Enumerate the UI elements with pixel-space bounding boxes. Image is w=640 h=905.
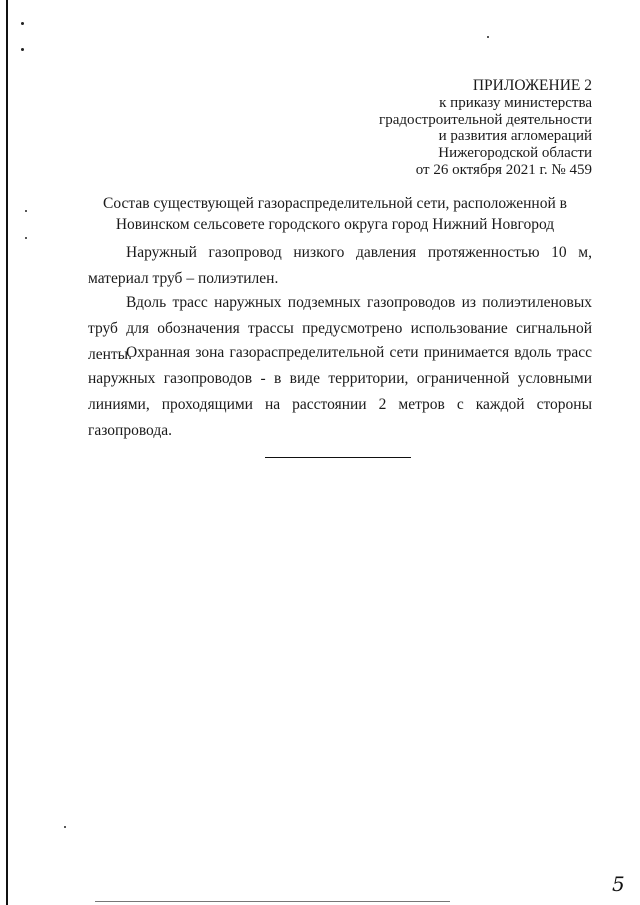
- scan-bottom-edge: [95, 901, 450, 902]
- scan-speck: [21, 48, 24, 51]
- header-line: градостроительной деятельности: [379, 111, 592, 128]
- header-line: Нижегородской области: [438, 145, 592, 162]
- appendix-title: ПРИЛОЖЕНИЕ 2: [472, 77, 592, 94]
- document-title-line: Новинском сельсовете городского округа город Нижний Новгород: [115, 216, 555, 233]
- paragraph-protection-zone: Охранная зона газораспределительной сети принимается вдоль трасс наружных газопроводов - в виде территории, ограниченной условными линиями, проходящими на расстоянии 2 метров с каждой стороны газопровода.: [88, 344, 592, 439]
- document-title: [95, 193, 575, 235]
- paragraph-signal-tape: Вдоль трасс наружных подземных газопроводов из полиэтиленовых труб для обозначения трассы предусмотрено использование сигнальной ленты.: [88, 294, 592, 363]
- paragraph-pipeline-description: Наружный газопровод низкого давления протяженностью 10 м, материал труб – полиэтилен.: [88, 244, 592, 287]
- scan-speck: [25, 210, 27, 212]
- document-title-line: Состав существующей газораспределительной сети, расположенной в: [103, 195, 567, 212]
- closing-separator-line: [265, 457, 411, 458]
- header-line: к приказу министерства: [439, 94, 592, 111]
- scan-speck: [487, 36, 489, 38]
- order-date-number: от 26 октября 2021 г. № 459: [415, 161, 592, 178]
- header-line: и развития агломераций: [438, 128, 592, 145]
- handwritten-page-number: 5: [612, 872, 625, 896]
- scan-speck: [21, 22, 24, 25]
- scan-speck: [25, 237, 27, 239]
- appendix-header: [379, 78, 592, 179]
- scan-speck: [64, 826, 66, 828]
- scan-edge-artifact: [6, 0, 8, 905]
